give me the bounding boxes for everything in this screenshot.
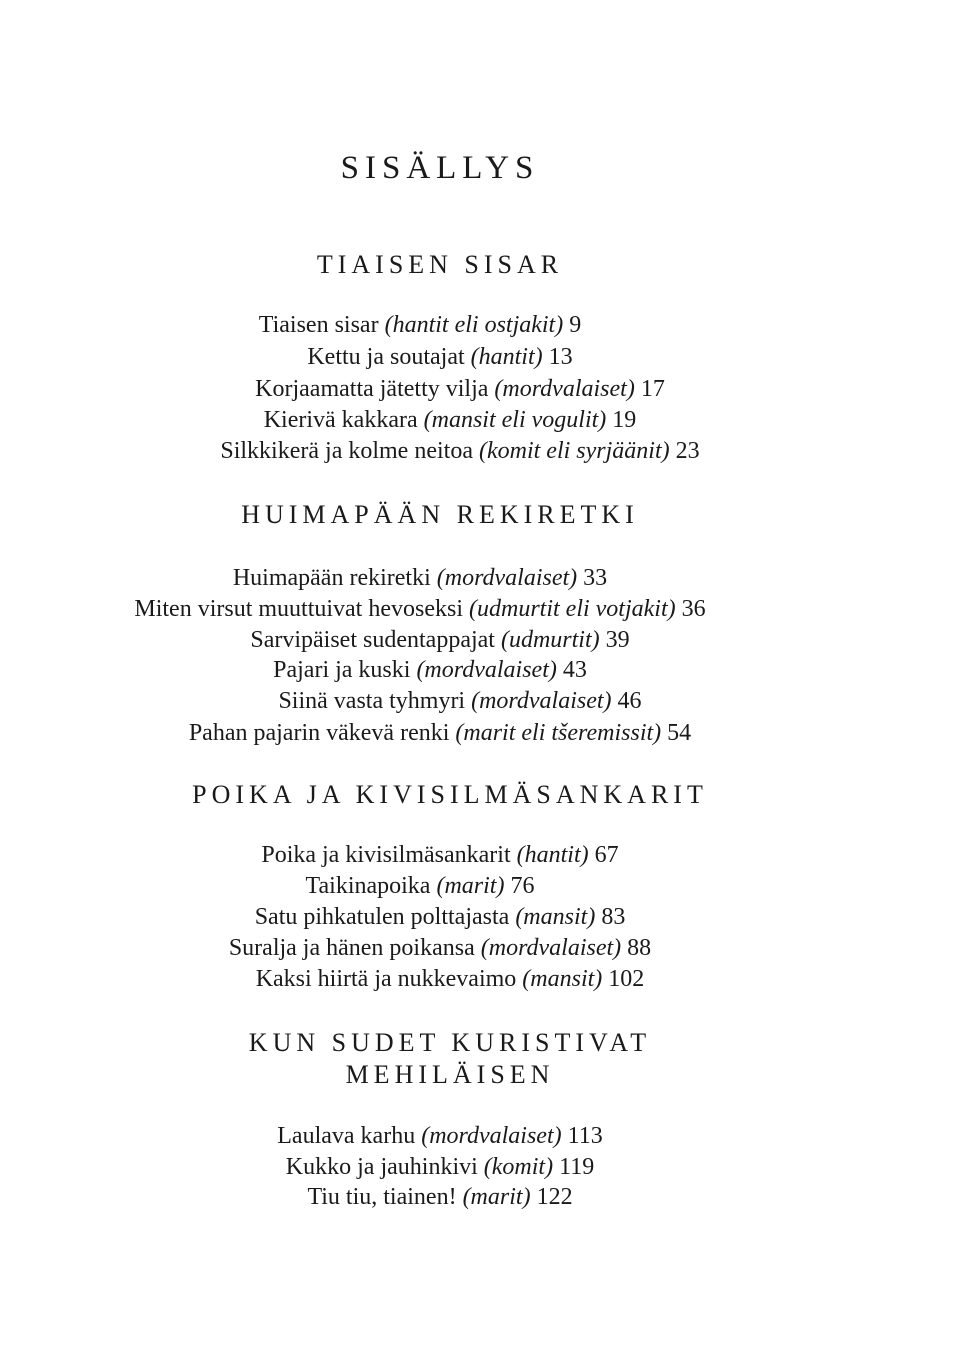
- toc-entry: [0, 596, 840, 623]
- entry-page-number: 113: [567, 1123, 603, 1149]
- toc-entry: [0, 842, 880, 869]
- toc-entry: [0, 312, 840, 339]
- entry-page-number: 54: [667, 720, 692, 746]
- entry-title: Taikinapoika: [305, 873, 431, 899]
- toc-entry: [0, 376, 920, 403]
- entry-title: Tiaisen sisar: [258, 312, 379, 338]
- toc-entry: [0, 344, 880, 371]
- entry-page-number: 119: [559, 1154, 595, 1180]
- entry-page-number: 67: [594, 842, 619, 868]
- entry-people-group: (udmurtit eli votjakit): [469, 596, 676, 622]
- toc-entry: [0, 657, 860, 684]
- entry-page-number: 36: [681, 596, 706, 622]
- toc-entry: [0, 935, 880, 962]
- entry-people-group: (mordvalaiset): [494, 376, 635, 402]
- toc-entry: [0, 873, 840, 900]
- entry-title: Satu pihkatulen polttajasta: [254, 904, 510, 930]
- toc-entry: [0, 966, 900, 993]
- toc-entry: [0, 904, 880, 931]
- entry-page-number: 23: [675, 438, 700, 464]
- entry-title: Tiu tiu, tiainen!: [307, 1184, 457, 1210]
- section-heading: KUN SUDET KURISTIVAT: [248, 1028, 652, 1057]
- entry-page-number: 13: [548, 344, 573, 370]
- entry-page-number: 17: [640, 376, 665, 402]
- entry-people-group: (mordvalaiset): [416, 657, 557, 683]
- entry-page-number: 122: [536, 1184, 573, 1210]
- entry-title: Miten virsut muuttuivat hevoseksi: [134, 596, 463, 622]
- entry-title: Poika ja kivisilmäsankarit: [261, 842, 511, 868]
- entry-people-group: (komit): [483, 1154, 554, 1180]
- entry-title: Kettu ja soutajat: [307, 344, 465, 370]
- section-heading: POIKA JA KIVISILMÄSANKARIT: [192, 780, 708, 809]
- section-heading: HUIMAPÄÄN REKIRETKI: [241, 500, 639, 529]
- entry-page-number: 88: [627, 935, 652, 961]
- entry-title: Pajari ja kuski: [273, 657, 411, 683]
- toc-entry: [0, 1184, 880, 1211]
- toc-entry: [0, 438, 920, 465]
- entry-people-group: (mansit): [522, 966, 603, 992]
- section-heading-line2: MEHILÄISEN: [345, 1060, 555, 1089]
- entry-people-group: (mordvalaiset): [480, 935, 622, 961]
- entry-people-group: (mordvalaiset): [471, 688, 612, 714]
- entry-people-group: (mansit eli vogulit): [423, 407, 607, 433]
- entry-people-group: (hantit): [516, 842, 589, 868]
- entry-page-number: 33: [583, 565, 608, 591]
- entry-title: Kukko ja jauhinkivi: [285, 1154, 478, 1180]
- entry-people-group: (marit): [462, 1184, 531, 1210]
- entry-page-number: 46: [617, 688, 642, 714]
- entry-title: Pahan pajarin väkevä renki: [188, 720, 450, 746]
- entry-people-group: (marit): [436, 873, 505, 899]
- entry-title: Suralja ja hänen poikansa: [228, 935, 475, 961]
- entry-title: Kierivä kakkara: [263, 407, 418, 433]
- section-heading: TIAISEN SISAR: [316, 250, 564, 279]
- toc-entry: [0, 688, 920, 715]
- entry-page-number: 43: [562, 657, 587, 683]
- entry-people-group: (komit eli syrjäänit): [478, 438, 670, 464]
- entry-people-group: (mordvalaiset): [436, 565, 578, 591]
- entry-people-group: (mordvalaiset): [421, 1123, 562, 1149]
- entry-title: Sarvipäiset sudentappajat: [250, 627, 495, 653]
- toc-entry: [0, 1123, 880, 1150]
- entry-page-number: 102: [608, 966, 645, 992]
- entry-page-number: 83: [601, 904, 626, 930]
- entry-title: Huimapään rekiretki: [232, 565, 431, 591]
- toc-entry: [0, 1154, 880, 1181]
- toc-entry: [0, 720, 880, 747]
- entry-people-group: (hantit): [470, 344, 543, 370]
- page-title: SISÄLLYS: [340, 150, 540, 186]
- toc-entry: [0, 565, 840, 592]
- toc-entry: [0, 407, 900, 434]
- entry-page-number: 19: [612, 407, 637, 433]
- entry-title: Siinä vasta tyhmyri: [278, 688, 466, 714]
- entry-page-number: 9: [569, 312, 582, 338]
- entry-title: Kaksi hiirtä ja nukkevaimo: [255, 966, 517, 992]
- entry-people-group: (udmurtit): [500, 627, 600, 653]
- entry-page-number: 39: [605, 627, 630, 653]
- entry-title: Laulava karhu: [277, 1123, 416, 1149]
- toc-entry: [0, 627, 880, 654]
- entry-people-group: (mansit): [515, 904, 596, 930]
- entry-title: Silkkikerä ja kolme neitoa: [220, 438, 473, 464]
- entry-people-group: (hantit eli ostjakit): [384, 312, 564, 338]
- entry-page-number: 76: [510, 873, 535, 899]
- entry-title: Korjaamatta jätetty vilja: [255, 376, 489, 402]
- entry-people-group: (marit eli tšeremissit): [455, 720, 662, 746]
